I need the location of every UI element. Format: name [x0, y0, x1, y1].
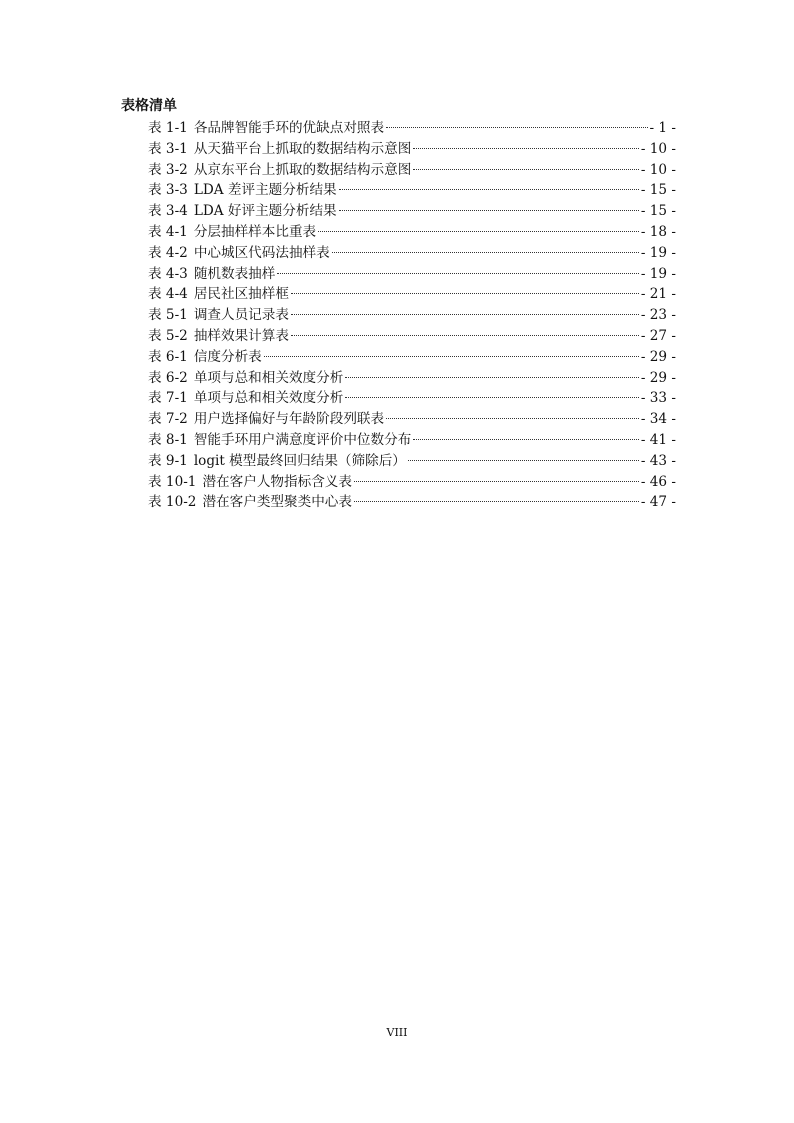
toc-entry-number: 表 9-1 [148, 452, 188, 469]
toc-entry-label [148, 347, 262, 368]
toc-entry-page: - 15 - [640, 203, 676, 220]
toc-entry-label [148, 139, 411, 160]
toc-dot-leader [318, 231, 639, 232]
toc-entry-number: 表 3-3 [148, 182, 188, 199]
toc-entry-number: 表 5-2 [148, 327, 188, 344]
toc-entry-label [148, 222, 316, 243]
toc-entry-text: logit 模型最终回归结果（筛除后） [193, 452, 406, 469]
toc-entry-number: 表 1-1 [148, 120, 188, 136]
toc-entry-number: 表 10-2 [148, 494, 197, 511]
toc-entry-number: 表 4-1 [148, 223, 188, 240]
toc-entry-page: - 10 - [640, 161, 676, 178]
toc-entry-page: - 29 - [640, 369, 676, 386]
toc-entry[interactable] [148, 118, 676, 139]
toc-dot-leader [291, 293, 639, 294]
toc-entry-page: - 33 - [640, 390, 676, 407]
toc-dot-leader [291, 314, 639, 315]
toc-entry-text: 分层抽样样本比重表 [193, 223, 317, 240]
toc-entry-text: 从京东平台上抓取的数据结构示意图 [193, 161, 412, 178]
toc-dot-leader [386, 418, 639, 419]
toc-entry-number: 表 10-1 [148, 473, 197, 490]
toc-entry-number: 表 7-1 [148, 390, 188, 407]
toc-dot-leader [408, 460, 639, 461]
toc-entry[interactable] [148, 284, 676, 305]
toc-dot-leader [413, 439, 639, 440]
toc-entry-text: 单项与总和相关效度分析 [193, 369, 344, 386]
toc-entry[interactable] [148, 326, 676, 347]
toc-entry-label [148, 160, 411, 181]
toc-entry-label [148, 201, 337, 222]
toc-entry-text: 从天猫平台上抓取的数据结构示意图 [193, 140, 412, 157]
toc-entry[interactable] [148, 430, 676, 451]
toc-entry-label [148, 409, 384, 430]
toc-entry-number: 表 3-2 [148, 161, 188, 178]
toc-entry-number: 表 4-4 [148, 286, 188, 303]
toc-entry-page: - 1 - [649, 120, 676, 136]
toc-entry-text: LDA 差评主题分析结果 [193, 182, 337, 199]
toc-entry-label [148, 284, 289, 305]
toc-entry-text: 居民社区抽样框 [193, 286, 289, 303]
toc-entry-page: - 23 - [640, 307, 676, 324]
toc-entry[interactable] [148, 368, 676, 389]
toc-entry-text: 智能手环用户满意度评价中位数分布 [193, 431, 412, 448]
toc-entry[interactable] [148, 222, 676, 243]
toc-dot-leader [413, 148, 639, 149]
toc-entry-label [148, 180, 337, 201]
toc-entry-number: 表 6-1 [148, 348, 188, 365]
toc-entry-text: 单项与总和相关效度分析 [193, 390, 344, 407]
toc-entry[interactable] [148, 264, 676, 285]
toc-entry-number: 表 4-3 [148, 265, 188, 282]
toc-entry-page: - 29 - [640, 348, 676, 365]
toc-entry-page: - 47 - [640, 494, 676, 511]
toc-entry-text: 随机数表抽样 [193, 265, 276, 282]
toc-entry-text: 调查人员记录表 [193, 307, 289, 324]
toc-entry-page: - 10 - [640, 140, 676, 157]
toc-entry-label [148, 118, 384, 139]
toc-entry-label [148, 472, 352, 493]
toc-entry-number: 表 8-1 [148, 431, 188, 448]
toc-entry[interactable] [148, 305, 676, 326]
toc-entry-text: 各品牌智能手环的优缺点对照表 [193, 120, 385, 136]
toc-entry-label [148, 264, 275, 285]
toc-entry[interactable] [148, 347, 676, 368]
toc-entry-number: 表 7-2 [148, 411, 188, 428]
toc-dot-leader [291, 335, 639, 336]
toc-entry-page: - 19 - [640, 244, 676, 261]
toc-dot-leader [386, 127, 647, 128]
toc-dot-leader [277, 273, 638, 274]
toc-entry[interactable] [148, 201, 676, 222]
toc-entry-text: 中心城区代码法抽样表 [193, 244, 330, 261]
toc-entry-number: 表 5-1 [148, 307, 188, 324]
toc-entry[interactable] [148, 409, 676, 430]
toc-entry-page: - 27 - [640, 327, 676, 344]
toc-entry[interactable] [148, 160, 676, 181]
toc-entry[interactable] [148, 388, 676, 409]
toc-entry[interactable] [148, 180, 676, 201]
toc-entry-text: 潜在客户人物指标含义表 [202, 473, 352, 490]
toc-entry-label [148, 492, 352, 513]
toc-dot-leader [339, 210, 639, 211]
toc-entry-text: LDA 好评主题分析结果 [193, 203, 337, 220]
toc-entry-label [148, 243, 330, 264]
toc-entry[interactable] [148, 139, 676, 160]
toc-entry[interactable] [148, 451, 676, 472]
toc-entry-label [148, 368, 343, 389]
toc-dot-leader [354, 501, 639, 502]
toc-entry-text: 用户选择偏好与年龄阶段列联表 [193, 411, 385, 428]
toc-entry-label [148, 451, 406, 472]
toc-entry[interactable] [148, 492, 676, 513]
toc-entry[interactable] [148, 472, 676, 493]
toc-title: 表格清单 [121, 98, 177, 114]
toc-dot-leader [345, 377, 639, 378]
toc-entry-label [148, 388, 343, 409]
toc-entry-label [148, 326, 289, 347]
toc-entry-text: 潜在客户类型聚类中心表 [202, 494, 352, 511]
toc-entry-number: 表 4-2 [148, 244, 188, 261]
toc-entry-page: - 21 - [640, 286, 676, 303]
toc-entry-page: - 18 - [640, 223, 676, 240]
toc-dot-leader [339, 189, 639, 190]
toc-dot-leader [332, 252, 639, 253]
toc-entry-number: 表 3-4 [148, 203, 188, 220]
toc-dot-leader [354, 481, 639, 482]
toc-entry-page: - 15 - [640, 182, 676, 199]
toc-entry-page: - 46 - [640, 473, 676, 490]
toc-entry-page: - 41 - [640, 431, 676, 448]
toc-entry[interactable] [148, 243, 676, 264]
toc-dot-leader [413, 169, 639, 170]
toc-entry-text: 信度分析表 [193, 348, 262, 365]
toc-list [148, 118, 676, 513]
toc-entry-number: 表 6-2 [148, 369, 188, 386]
page-number-footer: VIII [386, 1026, 408, 1039]
toc-dot-leader [345, 397, 639, 398]
toc-entry-label [148, 430, 411, 451]
toc-dot-leader [264, 356, 639, 357]
toc-entry-page: - 34 - [640, 411, 676, 428]
toc-entry-text: 抽样效果计算表 [193, 327, 289, 344]
toc-entry-number: 表 3-1 [148, 140, 188, 157]
toc-entry-page: - 19 - [640, 265, 676, 282]
toc-entry-page: - 43 - [640, 452, 676, 469]
toc-entry-label [148, 305, 289, 326]
